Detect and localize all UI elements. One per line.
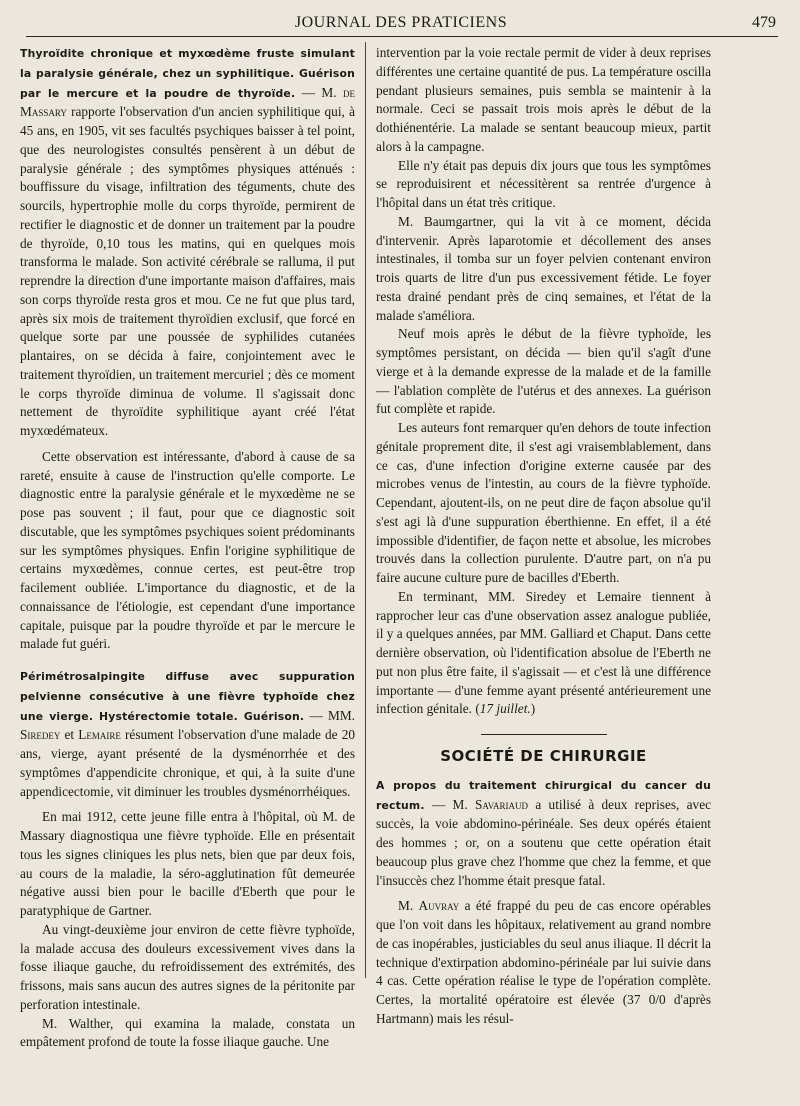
running-head [26, 8, 776, 34]
journal-title: JOURNAL DES PRATICIENS [294, 14, 508, 31]
article-cancer-rectum: A propos du traitement chirurgical du cancer du rectum. — M. Savariaud a utilisé à deux reprises, avec succès, la voie abdomino-périnéale. Ses deux opérés étaient des hommes ; or, on a soutenu que cette opération était beaucoup plus grave chez l'homme que chez la femme, et que l'insuccès chez l'homme était presque fatal. [376, 778, 711, 888]
header-rule [26, 36, 778, 37]
right-column [376, 44, 711, 1029]
author-name: Lemaire [78, 727, 121, 743]
paragraph: Cette observation est intéressante, d'abord à cause de sa rareté, ensuite à cause de l'instruction qu'elle comporte. Le diagnostic entre la paralysie générale et le myxœdème ne se pose pas souvent ; il faut, pour que ce diagnostic soit discutable, que les symptômes psychiques soient prédominants sur les symptômes physiques. Enfin l'origine syphilitique de certains myxœdèmes, connue certes, est peut-être trop facilement oubliée. L'importance du diagnostic, et de la connaissance de l'étiologie, est cependant d'une importance capitale, puisque par la poudre thyroïde et par le mercure le malade fut guéri. [20, 448, 355, 652]
paragraph: M. Baumgartner, qui la vit à ce moment, décida d'intervenir. Après laparotomie et décollement des anses intestinales, il tomba sur un foyer pelvien contenant environ trois quarts de litre d'un pus excessivement fétide. Le foyer resta drainé pendant près de cinq semaines, et l'état de la malade s'améliora. [376, 213, 711, 323]
article-thyroidite: Thyroïdite chronique et myxœdème fruste simulant la paralysie générale, chez un syphilitique. Guérison par le mercure et la poudre de thyroïde. — M. de Massary rapporte l'observation d'un ancien syphilitique qui, à 45 ans, en 1905, vit ses facultés psychiques baisser à tel point, que des neurologistes consultés pensèrent à un début de paralysie générale ; des symptômes physiques atténués : bouffissure du visage, infiltration des téguments, chute des sourcils, hypertrophie molle du corps thyroïde, permirent de rectifier le diagnostic et de donner un traitement par la poudre de thyroïde, 0,10 tous les matins, qui en quelques mois transforma le malade. Son activité cérébrale se ralluma, il put reprendre la direction d'une importante maison d'affaires, mais son corps thyroïde resta gros et mou. Ce ne fut que plus tard, après six mois de traitement thyroïdien exclusif, que forcé en quelque sorte par une poussée de syphilides cutanées plantaires, on se décida à faire, conjointement avec le traitement thyroïdien, un traitement mercuriel ; dès ce moment le corps thyroïde diminua de volume. Il s'agissait donc nettement de thyroïdite syphilitique ayant créé l'état myxœdémateux. [20, 47, 355, 438]
article-heading: Périmétrosalpingite diffuse avec suppuration pelvienne consécutive à une fièvre typhoïde chez une vierge. Hystérectomie totale. Guérison. [20, 670, 355, 723]
author-name: de Massary [20, 84, 355, 120]
page-number: 479 [752, 14, 776, 31]
paragraph: En terminant, MM. Siredey et Lemaire tiennent à rapprocher leur cas d'une observation assez analogue publiée, il y a quelques années, par MM. Galliard et Chaput. Dans cette dernière observation, où l'identification absolue de l'Eberth ne put non plus être faite, il s'agissait — et c'est là une différence importante — d'une femme ayant présenté antérieurement une infection génitale. (17 juillet.) [376, 588, 711, 717]
paragraph: Les auteurs font remarquer qu'en dehors de toute infection génitale proprement dite, il s'est agi vraisemblablement, dans ce cas, d'une infection d'origine externe causée par des microbes venus de l'intestin, au cours de la fièvre typhoïde. Cependant, ajoutent-ils, on ne peut dire de façon absolue qu'il s'est agi là d'une suppuration éberthienne. En effet, il a été impossible d'identifier, de façon nette et absolue, les microbes trouvés dans la collection purulente. D'autre part, on n'a pu faire aucune culture pure de bacilles d'Eberth. [376, 420, 711, 585]
article-heading: A propos du traitement chirurgical du cancer du rectum. [376, 778, 711, 812]
article-heading: Thyroïdite chronique et myxœdème fruste simulant la paralysie générale, chez un syphilitique. Guérison par le mercure et la poudre de thyroïde. [20, 47, 355, 100]
paragraph: M. Auvray a été frappé du peu de cas encore opérables que l'on voit dans les hôpitaux, relativement au grand nombre de cas inopérables, justiciables du seul anus iliaque. Il décrit la technique d'extirpation abdomino-périnéale par lui suivie dans 4 cas. Cette opération réalise le type de l'opération complète. Certes, la mortalité opératoire est élevée (37 0/0 d'après Hartmann) mais les résul- [376, 898, 711, 1026]
paragraph: Neuf mois après le début de la fièvre typhoïde, les symptômes persistant, on décida — bien qu'il s'agît d'une vierge et à la demande expresse de la malade et de la famille — l'ablation complète de l'utérus et des annexes. La guérison fut complète et rapide. [376, 326, 711, 417]
article-perimetrosalpingite: Périmétrosalpingite diffuse avec suppuration pelvienne consécutive à une fièvre typhoïde chez une vierge. Hystérectomie totale. Guérison. — MM. Siredey et Lemaire résument l'observation d'une malade de 20 ans, vierge, ayant présenté de la dysménorrhée et des symptômes d'appendicite chronique, et qui, à la suite d'une appendicectomie, vit diminuer les troubles dysménorrhéiques. [20, 670, 355, 799]
left-column [20, 44, 355, 1052]
section-rule [481, 734, 607, 735]
author-name: Siredey [20, 727, 61, 743]
paragraph: intervention par la voie rectale permit de vider à deux reprises différentes une certaine quantité de pus. La température oscilla pendant plusieurs semaines, puis sembla se maintenir à la normale. Ceci se passait trois mois après le début de la dothiénentérie. La malade se sentant beaucoup mieux, partit alors à la campagne. [376, 45, 711, 154]
paragraph: Elle n'y était pas depuis dix jours que tous les symptômes se reproduisirent et nécessitèrent sa rentrée d'urgence à l'hôpital dans un état très critique. [376, 157, 711, 210]
paragraph: En mai 1912, cette jeune fille entra à l'hôpital, où M. de Massary diagnostiqua une fièvre typhoïde. Elle en présentait tous les signes cliniques les plus nets, bien que par deux fois, au cours de la maladie, la séro-agglutination fût demeurée négative aussi bien pour le bacille d'Eberth que pour le paratyphique de Gartner. [20, 809, 355, 918]
author-name: Savariaud [474, 796, 529, 812]
author-name: Auvray [418, 898, 460, 914]
paragraph: Au vingt-deuxième jour environ de cette fièvre typhoïde, la malade accusa des douleurs excessivement vives dans la fosse iliaque gauche, du refroidissement des extrémités, des frissons, mais sans aucun des autres signes de la péritonite par perforation intestinale. [20, 921, 355, 1012]
section-title: SOCIÉTÉ DE CHIRURGIE [440, 747, 647, 765]
paragraph: M. Walther, qui examina la malade, constata un empâtement profond de toute la fosse iliaque gauche. Une [20, 1015, 355, 1050]
date: 17 juillet. [479, 701, 531, 717]
column-divider [365, 42, 366, 978]
